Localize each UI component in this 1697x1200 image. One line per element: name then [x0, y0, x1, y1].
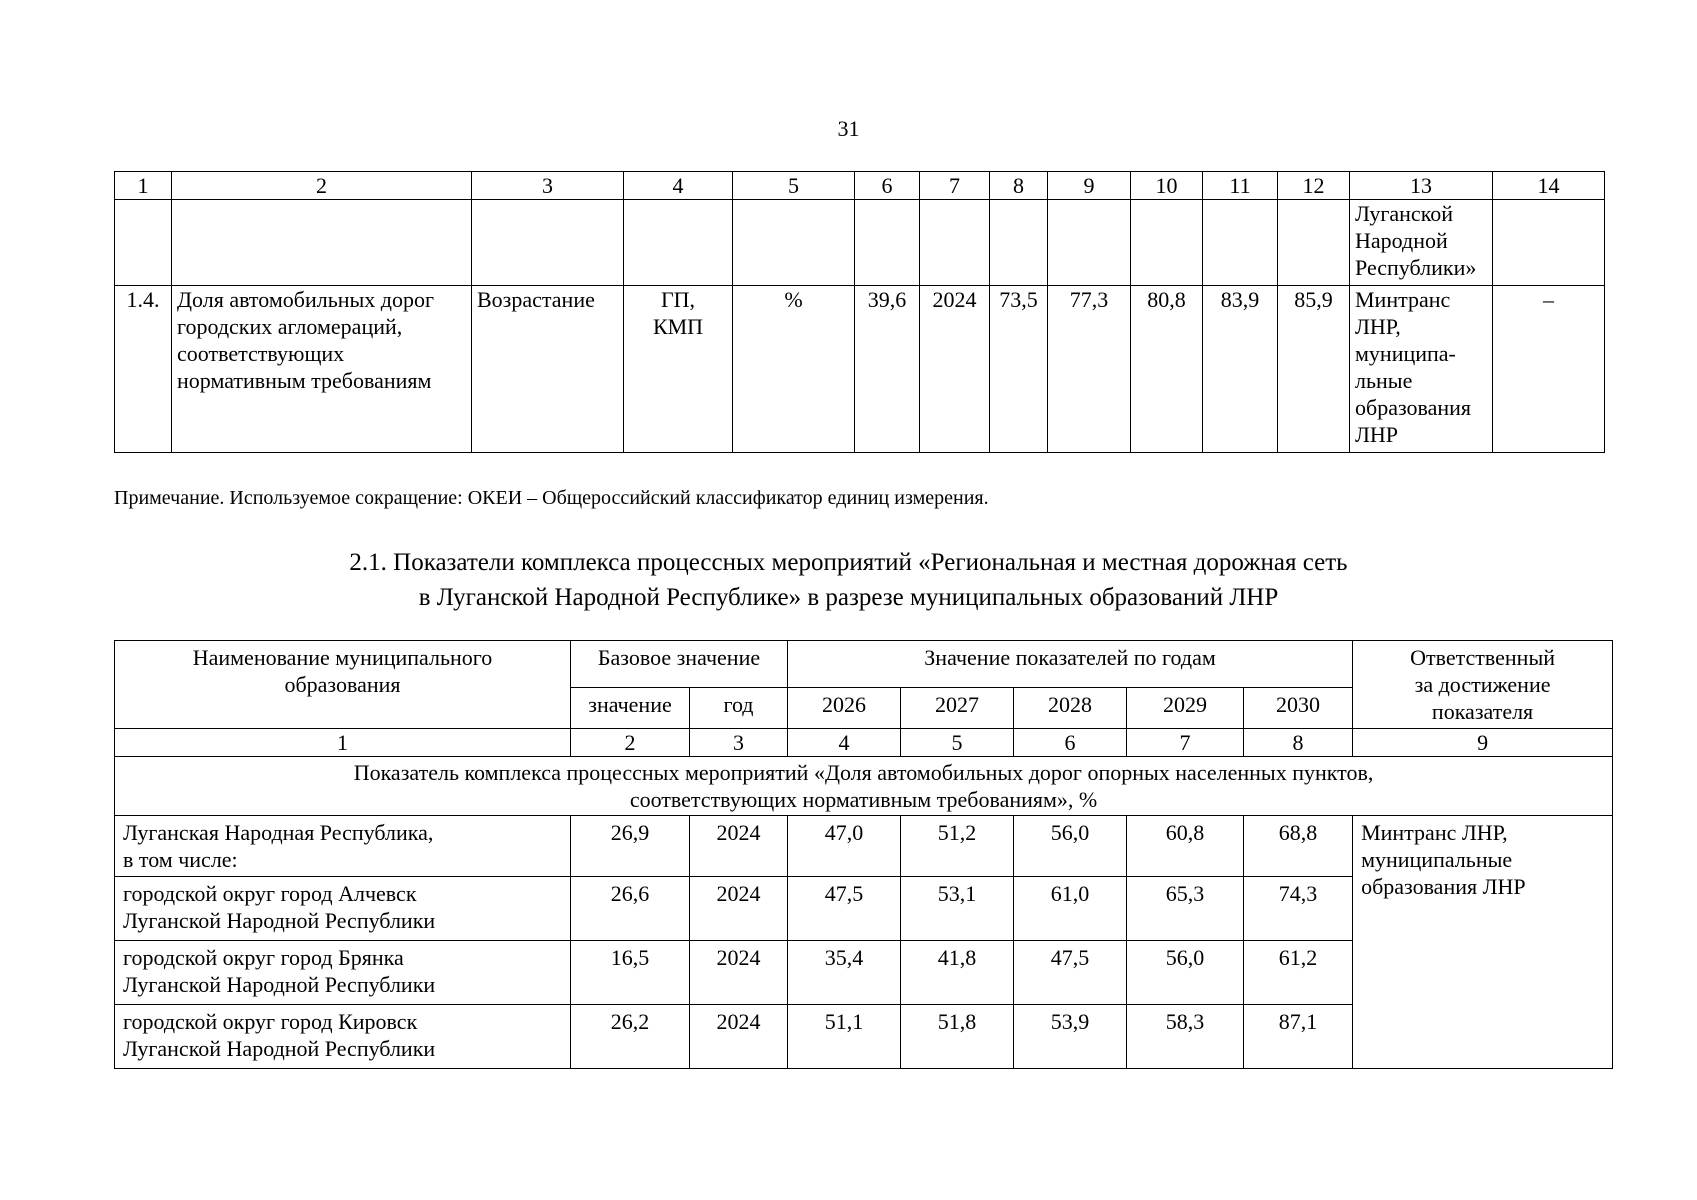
direction: Возрастание: [472, 286, 624, 453]
col-number: 14: [1493, 172, 1605, 200]
municipality-name: городской округ город Брянка Луганской Народной Республики: [115, 941, 571, 1005]
header-base: Базовое значение: [571, 641, 788, 688]
base-year: 2024: [920, 286, 990, 453]
table-row: [115, 286, 1605, 453]
responsible: Минтранс ЛНР, муниципальные образования ЛНР: [1353, 816, 1613, 1069]
header-base-value: значение: [571, 688, 690, 729]
value-1: 73,5: [990, 286, 1048, 453]
col-number: 4: [624, 172, 733, 200]
unit: %: [733, 286, 855, 453]
page-number: 31: [837, 116, 860, 141]
section-title: 2.1. Показатели комплекса процессных мероприятий «Региональная и местная дорожная сеть в Луганской Народной Республике» в разрезе муниципальных образований ЛНР: [349, 549, 1348, 611]
header-year: 2029: [1127, 688, 1244, 729]
col-number: 3: [472, 172, 624, 200]
table1-header-row: [115, 172, 1605, 200]
responsible-cell-continued: Луганской Народной Республики»: [1350, 200, 1493, 286]
header-year: 2026: [788, 688, 901, 729]
municipality-name: городской округ город Кировск Луганской Народной Республики: [115, 1005, 571, 1069]
indicator-heading: Показатель комплекса процессных мероприятий «Доля автомобильных дорог опорных населенных пунктов, соответствующих нормативным требованиям», %: [115, 757, 1613, 816]
header-base-year: год: [690, 688, 788, 729]
table-row: городской округ город Кировск Луганской Народной Республики 26,2 2024 51,1 51,8 53,9 58,3 87,1: [115, 1005, 1613, 1069]
col-number: 11: [1203, 172, 1278, 200]
table2-number-row: 1 2 3 4 5 6 7 8 9: [115, 729, 1613, 757]
table-row: Луганская Народная Республика, в том числе: 26,9 2024 47,0 51,2 56,0 60,8 68,8 Минтранс ЛНР, муниципальные образования ЛНР: [115, 816, 1613, 877]
value-4: 83,9: [1203, 286, 1278, 453]
header-years-group: Значение показателей по годам: [788, 641, 1353, 688]
header-year: 2028: [1014, 688, 1127, 729]
col-number: 13: [1350, 172, 1493, 200]
header-name: Наименование муниципального образования: [115, 641, 571, 729]
col-number: 7: [920, 172, 990, 200]
col-number: 12: [1278, 172, 1350, 200]
col14-value: –: [1493, 286, 1605, 453]
municipal-indicators-table: [114, 640, 1613, 1069]
col-number: 8: [990, 172, 1048, 200]
responsible: Минтранс ЛНР, муниципа- льные образования ЛНР: [1350, 286, 1493, 453]
value-2: 77,3: [1048, 286, 1131, 453]
col-number: 6: [855, 172, 920, 200]
table-row: городской округ город Брянка Луганской Народной Республики 16,5 2024 35,4 41,8 47,5 56,0 61,2: [115, 941, 1613, 1005]
indicators-table-continuation: [114, 171, 1605, 453]
col-number: 9: [1048, 172, 1131, 200]
value-3: 80,8: [1131, 286, 1203, 453]
indicator-name: Доля автомобильных дорог городских агломераций, соответствующих нормативным требованиям: [172, 286, 472, 453]
col-number: 2: [172, 172, 472, 200]
col-number: 5: [733, 172, 855, 200]
col-number: 10: [1131, 172, 1203, 200]
header-year: 2030: [1244, 688, 1353, 729]
indicator-heading-row: [115, 757, 1613, 816]
table1-continuation-row: [115, 200, 1605, 286]
col-number: 1: [115, 172, 172, 200]
municipality-name: городской округ город Алчевск Луганской Народной Республики: [115, 877, 571, 941]
municipality-name: Луганская Народная Республика, в том числе:: [115, 816, 571, 877]
row-number: 1.4.: [115, 286, 172, 453]
table2-header-row-1: [115, 641, 1613, 688]
table-row: городской округ город Алчевск Луганской Народной Республики 26,6 2024 47,5 53,1 61,0 65,3 74,3: [115, 877, 1613, 941]
header-responsible: Ответственный за достижение показателя: [1353, 641, 1613, 729]
header-year: 2027: [901, 688, 1014, 729]
level: ГП, КМП: [624, 286, 733, 453]
note: Примечание. Используемое сокращение: ОКЕИ – Общероссийский классификатор единиц измерения.: [114, 487, 989, 509]
value-5: 85,9: [1278, 286, 1350, 453]
base-value: 39,6: [855, 286, 920, 453]
